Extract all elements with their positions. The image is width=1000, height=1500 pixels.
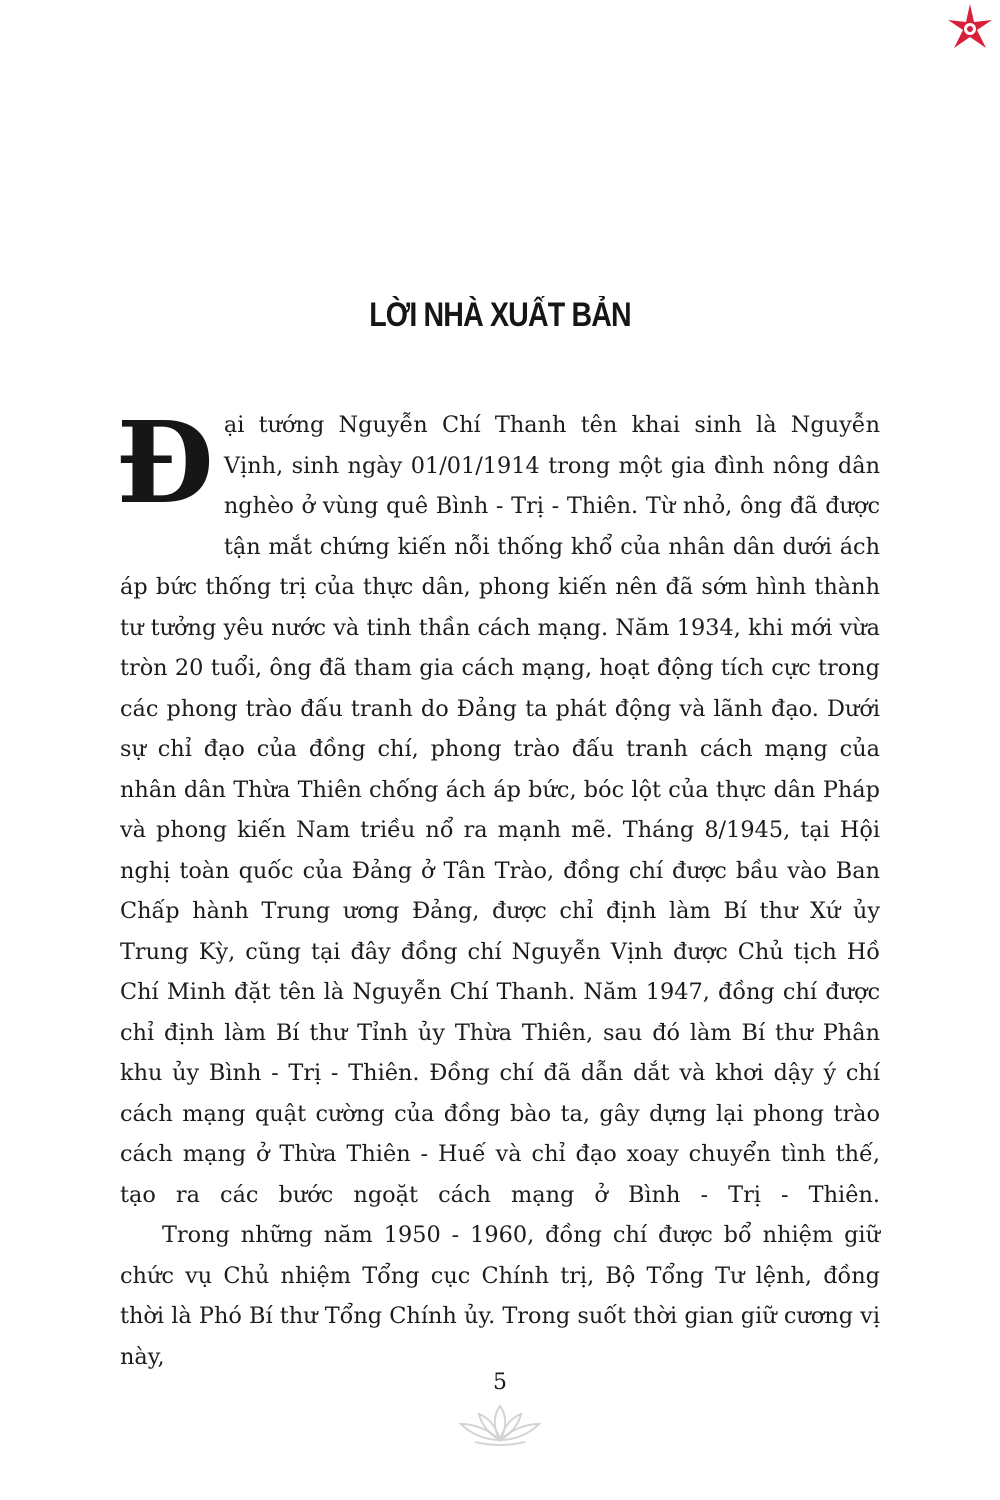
page-number: 5 [493,1370,507,1395]
paragraph-2: Trong những năm 1950 - 1960, đồng chí được bổ nhiệm giữ chức vụ Chủ nhiệm Tổng cục Chính trị, Bộ Tổng Tư lệnh, đồng thời là Phó Bí thư Tổng Chính ủy. Trong suốt thời gian giữ cương vị này, [120,1222,880,1370]
body-text [116,398,880,1377]
paragraph-1-text: ại tướng Nguyễn Chí Thanh tên khai sinh là Nguyễn Vịnh, sinh ngày 01/01/1914 trong một gia đình nông dân nghèo ở vùng quê Bình - Trị - Thiên. Từ nhỏ, ông đã được tận mắt chứng kiến nỗi thống khổ của nhân dân dưới ách áp bức thống trị của thực dân, phong kiến nên đã sớm hình thành tư tưởng yêu nước và tinh thần cách mạng. Năm 1934, khi mới vừa tròn 20 tuổi, ông đã tham gia cách mạng, hoạt động tích cực trong các phong trào đấu tranh do Đảng ta phát động và lãnh đạo. Dưới sự chỉ đạo của đồng chí, phong trào đấu tranh cách mạng của nhân dân Thừa Thiên chống ách áp bức, bóc lột của thực dân Pháp và phong kiến Nam triều nổ ra mạnh mẽ. Tháng 8/1945, tại Hội nghị toàn quốc của Đảng ở Tân Trào, đồng chí được bầu vào Ban Chấp hành Trung ương Đảng, được chỉ định làm Bí thư Xứ ủy Trung Kỳ, cũng tại đây đồng chí Nguyễn Vịnh được Chủ tịch Hồ Chí Minh đặt tên là Nguyễn Chí Thanh. Năm 1947, đồng chí được chỉ định làm Bí thư Tỉnh ủy Thừa Thiên, sau đó làm Bí thư Phân khu ủy Bình - Trị - Thiên. Đồng chí đã dẫn dắt và khơi dậy ý chí cách mạng quật cường của đồng bào ta, gây dựng lại phong trào cách mạng ở Thừa Thiên - Huế và chỉ đạo xoay chuyển tình thế, tạo ra các bước ngoặt cách mạng ở Bình - Trị - Thiên. [120,412,880,1208]
publisher-logo-icon [944,2,996,54]
paragraph-1 [116,398,880,1215]
drop-cap: Đ [116,398,214,529]
page-title: LỜI NHÀ XUẤT BẢN [369,296,631,334]
decorative-lotus-ornament-icon [455,1398,545,1448]
